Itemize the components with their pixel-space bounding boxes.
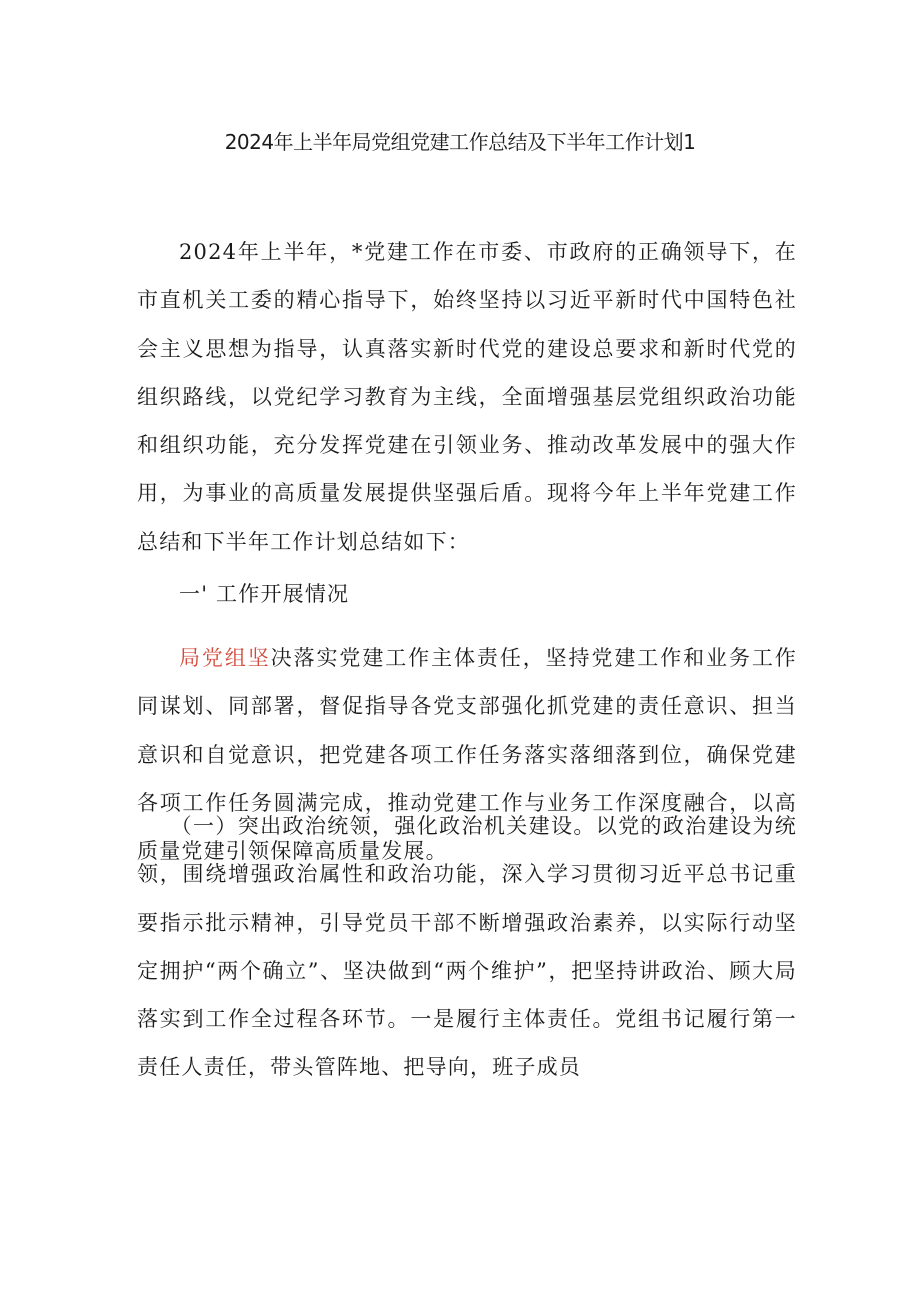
section-heading: 一' 工作开展情况	[179, 582, 350, 606]
document-title: 2024年上半年局党组党建工作总结及下半年工作计划1	[224, 130, 696, 154]
subsection-paragraph: （一）突出政治统领，强化政治机关建设。以党的政治建设为统领，围绕增强政治属性和政治功能，深入学习贯彻习近平总书记重要指示批示精神，引导党员干部不断增强政治素养，以实际行动坚定拥护“两个确立”、坚决做到“两个维护”，把坚持讲政治、顾大局落实到工作全过程各环节。一是履行主体责任。党组书记履行第一责任人责任，带头管阵地、把导向，班子成员	[137, 814, 797, 1080]
intro-paragraph: 2024年上半年，*党建工作在市委、市政府的正确领导下，在市直机关工委的精心指导下，始终坚持以习近平新时代中国特色社会主义思想为指导，认真落实新时代党的建设总要求和新时代党的组织路线，以党纪学习教育为主线，全面增强基层党组织政治功能和组织功能，充分发挥党建在引领业务、推动改革发展中的强大作用，为事业的高质量发展提供坚强后盾。现将今年上半年党建工作总结和下半年工作计划总结如下：	[137, 240, 797, 554]
highlighted-text: 局党组坚	[179, 646, 271, 670]
section-paragraph-body: 决落实党建工作主体责任，坚持党建工作和业务工作同谋划、同部署，督促指导各党支部强化抓党建的责任意识、担当意识和自觉意识，把党建各项工作任务落实落细落到位，确保党建各项工作任务圆满完成，推动党建工作与业务工作深度融合，以高质量党建引领保障高质量发展。	[137, 646, 797, 864]
